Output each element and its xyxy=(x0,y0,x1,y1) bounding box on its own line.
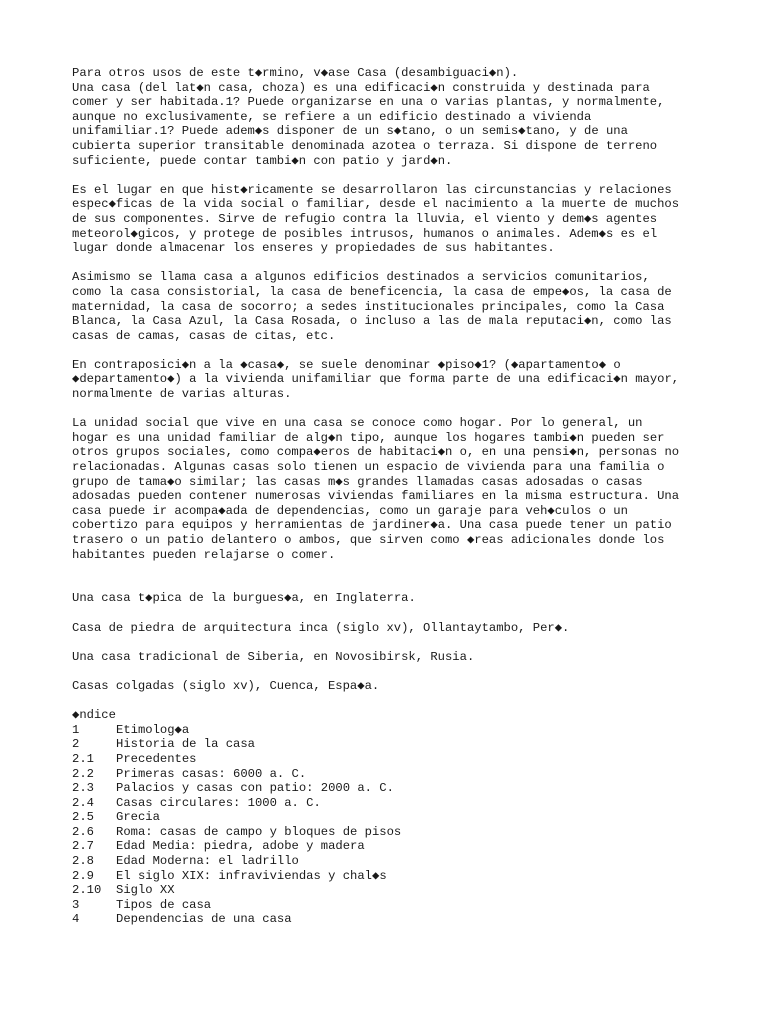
image-caption: Una casa t◆pica de la burgues◆a, en Inglaterra. xyxy=(72,591,416,606)
paragraph xyxy=(72,416,752,562)
toc-item[interactable] xyxy=(72,825,752,840)
toc-item-label: Precedentes xyxy=(116,751,197,766)
toc-item[interactable] xyxy=(72,898,752,913)
text-line: espec◆ficas de la vida social o familiar, desde el nacimiento a la muerte de muchos xyxy=(72,197,680,212)
toc-item[interactable] xyxy=(72,883,752,898)
text-line: cubierta superior transitable denominada azotea o terraza. Si dispone de terreno xyxy=(72,138,658,153)
text-line: como la casa consistorial, la casa de beneficencia, la casa de empe◆os, la casa de xyxy=(72,284,672,299)
text-line: cobertizo para equipos y herramientas de jardiner◆a. Una casa puede tener un patio xyxy=(72,518,672,533)
spacer xyxy=(72,577,752,592)
text-line: maternidad, la casa de socorro; a sedes institucionales principales, como la Casa xyxy=(72,299,665,314)
paragraph xyxy=(72,66,752,168)
toc-item[interactable] xyxy=(72,839,752,854)
toc-item-number: 2.6 xyxy=(72,824,94,839)
toc-item-label: Grecia xyxy=(116,810,160,825)
text-line: adosadas pueden contener numerosas viviendas familiares en la misma estructura. Una xyxy=(72,489,680,504)
toc-item-label: Dependencias de una casa xyxy=(116,912,292,927)
toc-item[interactable] xyxy=(72,767,752,782)
toc-item-number: 2.1 xyxy=(72,751,94,766)
text-line: ◆departamento◆) a la vivienda unifamiliar que forma parte de una edificaci◆n mayor, xyxy=(72,372,680,387)
text-line: Es el lugar en que hist◆ricamente se desarrollaron las circunstancias y relaciones xyxy=(72,182,672,197)
toc-item-label: Historia de la casa xyxy=(116,737,255,752)
toc-item[interactable] xyxy=(72,723,752,738)
toc-item-label: Casas circulares: 1000 a. C. xyxy=(116,795,321,810)
text-line: grupo de tama◆o similar; las casas m◆s grandes llamadas casas adosadas o casas xyxy=(72,474,643,489)
image-caption: Una casa tradicional de Siberia, en Novosibirsk, Rusia. xyxy=(72,649,475,664)
toc-item-number: 1 xyxy=(72,722,80,737)
body-text xyxy=(72,66,752,562)
text-line: Para otros usos de este t◆rmino, v◆ase Casa (desambiguaci◆n). xyxy=(72,66,519,80)
text-line: hogar es una unidad familiar de alg◆n tipo, aunque los hogares tambi◆n pueden ser xyxy=(72,430,665,445)
text-line: comer y ser habitada.1? Puede organizarse en una o varias plantas, y normalmente, xyxy=(72,95,665,110)
text-line: Una casa (del lat◆n casa, choza) es una edificaci◆n construida y destinada para xyxy=(72,80,650,95)
toc-item[interactable] xyxy=(72,869,752,884)
toc-item-number: 3 xyxy=(72,897,80,912)
text-line: unifamiliar.1? Puede adem◆s disponer de un s◆tano, o un semis◆tano, y de una xyxy=(72,124,628,139)
text-line: Blanca, la Casa Azul, la Casa Rosada, o incluso a las de mala reputaci◆n, como las xyxy=(72,314,672,329)
text-line: de sus componentes. Sirve de refugio contra la lluvia, el viento y dem◆s agentes xyxy=(72,211,658,226)
text-line: lugar donde almacenar los enseres y propiedades de sus habitantes. xyxy=(72,241,555,256)
image-caption: Casa de piedra de arquitectura inca (siglo xv), Ollantaytambo, Per◆. xyxy=(72,620,570,635)
toc-item-number: 4 xyxy=(72,912,80,927)
text-line: otros grupos sociales, como compa◆eros de habitaci◆n o, en una pensi◆n, personas no xyxy=(72,445,680,460)
toc-item[interactable] xyxy=(72,912,752,927)
toc-item-number: 2.9 xyxy=(72,868,94,883)
text-line: habitantes pueden relajarse o comer. xyxy=(72,547,336,562)
toc-item[interactable] xyxy=(72,810,752,825)
text-line: En contraposici◆n a la ◆casa◆, se suele denominar ◆piso◆1? (◆apartamento◆ o xyxy=(72,357,621,372)
paragraph xyxy=(72,358,752,402)
toc-item-label: El siglo XIX: infraviviendas y chal◆s xyxy=(116,868,387,883)
toc-item-label: Palacios y casas con patio: 2000 a. C. xyxy=(116,781,394,796)
toc-item[interactable] xyxy=(72,752,752,767)
toc-item-number: 2.4 xyxy=(72,795,94,810)
toc-item-label: Tipos de casa xyxy=(116,897,212,912)
text-line: suficiente, puede contar tambi◆n con patio y jard◆n. xyxy=(72,153,453,168)
document-page xyxy=(72,66,752,927)
text-line: trasero o un patio delantero o ambos, que sirven como ◆reas adicionales donde los xyxy=(72,533,665,547)
toc-item-number: 2.3 xyxy=(72,781,94,796)
toc-item-label: Primeras casas: 6000 a. C. xyxy=(116,766,307,781)
table-of-contents xyxy=(72,708,752,927)
toc-item[interactable] xyxy=(72,737,752,752)
toc-item[interactable] xyxy=(72,781,752,796)
text-line: casas de camas, casas de citas, etc. xyxy=(72,328,336,343)
toc-item-number: 2.7 xyxy=(72,839,94,854)
toc-item-number: 2.5 xyxy=(72,810,94,825)
toc-item-label: Etimolog◆a xyxy=(116,722,190,737)
toc-item-number: 2.8 xyxy=(72,854,94,869)
text-line: aunque no exclusivamente, se refiere a un edificio destinado a vivienda xyxy=(72,109,592,124)
toc-list xyxy=(72,723,752,927)
toc-item[interactable] xyxy=(72,796,752,811)
text-line: casa puede ir acompa◆ada de dependencias, como un garaje para veh◆culos o un xyxy=(72,503,628,518)
image-captions xyxy=(72,591,752,693)
text-line: relacionadas. Algunas casas solo tienen un espacio de vivienda para una familia o xyxy=(72,460,665,475)
toc-title: ◆ndice xyxy=(72,708,116,723)
toc-item-number: 2.2 xyxy=(72,766,94,781)
text-line: Asimismo se llama casa a algunos edificios destinados a servicios comunitarios, xyxy=(72,270,650,285)
toc-item-label: Roma: casas de campo y bloques de pisos xyxy=(116,824,402,839)
paragraph xyxy=(72,270,752,343)
toc-item-label: Siglo XX xyxy=(116,883,175,898)
toc-item-label: Edad Media: piedra, adobe y madera xyxy=(116,839,365,854)
text-line: normalmente de varias alturas. xyxy=(72,387,292,402)
toc-item-label: Edad Moderna: el ladrillo xyxy=(116,854,299,869)
toc-item-number: 2.10 xyxy=(72,883,102,898)
text-line: La unidad social que vive en una casa se conoce como hogar. Por lo general, un xyxy=(72,416,643,431)
toc-item-number: 2 xyxy=(72,737,80,752)
toc-item[interactable] xyxy=(72,854,752,869)
text-line: meteorol◆gicos, y protege de posibles intrusos, humanos o animales. Adem◆s es el xyxy=(72,226,658,241)
image-caption: Casas colgadas (siglo xv), Cuenca, Espa◆a. xyxy=(72,678,380,693)
paragraph xyxy=(72,183,752,256)
